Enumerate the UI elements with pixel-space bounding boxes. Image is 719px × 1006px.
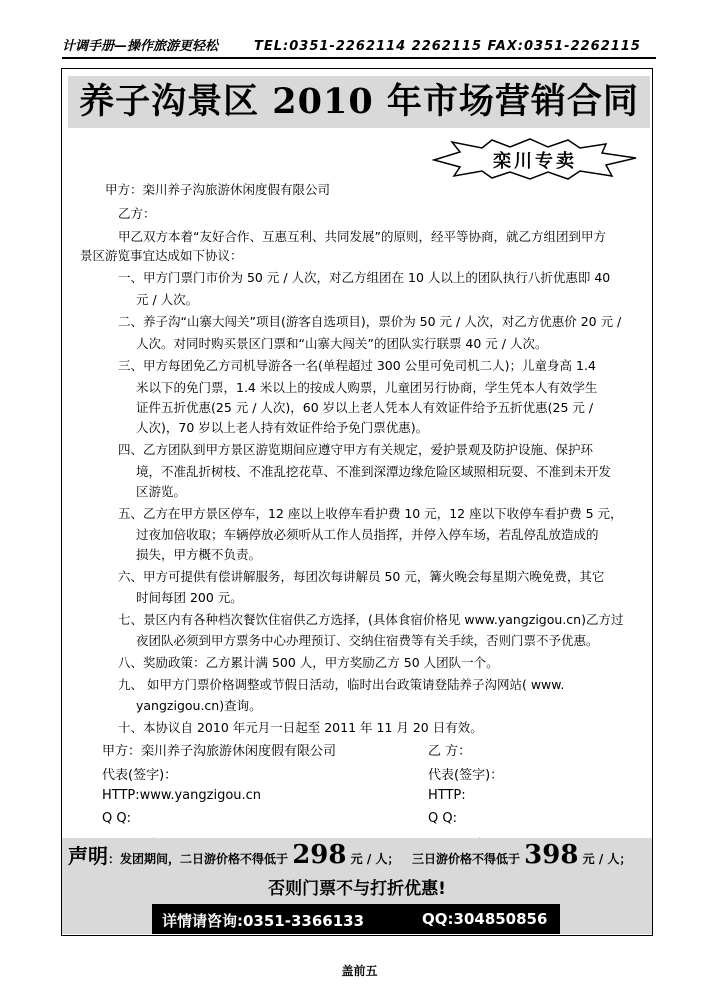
clause-7-line: 七、景区内有各种档次餐饮住宿供乙方选择，(具体食宿价格见 www.yangzigou.cn)乙方过: [118, 612, 624, 627]
clause-2-line: 人次。对同时购买景区门票和“山寨大闯关”的团队实行联票 40 元 / 人次。: [136, 336, 548, 351]
page-header: [62, 36, 654, 54]
unit-3day: 元 / 人；: [582, 852, 632, 866]
price-3day: 398: [524, 840, 579, 870]
party-a-website: HTTP:www.yangzigou.cn: [102, 788, 262, 803]
notice-text-2day: ：发团期间，二日游价格不得低于: [108, 852, 289, 866]
party-b-line: 乙方：: [118, 206, 156, 221]
document-title: 养子沟景区 2010 年市场营销合同: [68, 76, 650, 128]
contact-phone: 详情请咨询:0351-3366133: [162, 912, 365, 930]
notice-text-3day: 三日游价格不得低于: [411, 852, 520, 866]
preamble-line: 景区游览事宜达成如下协议：: [80, 248, 243, 263]
party-b-representative: 代表(签字)：: [428, 768, 504, 783]
content-frame: [61, 68, 653, 936]
clause-1-line: 一、甲方门票门市价为 50 元 / 人次，对乙方组团在 10 人以上的团队执行八折优惠即 40: [118, 270, 611, 285]
clause-2-line: 二、养子沟“山寨大闯关”项目(游客自选项目)，票价为 50 元 / 人次，对乙方优惠价 20 元 /: [118, 314, 622, 329]
clause-7-line: 夜团队必须到甲方票务中心办理预订、交纳住宿费等有关手续，否则门票不予优惠。: [136, 633, 599, 648]
clause-10-line: 十、本协议自 2010 年元月一日起至 2011 年 11 月 20 日有效。: [118, 720, 483, 735]
clause-3-line: 证件五折优惠(25 元 / 人次)，60 岁以上老人凭本人有效证件给予五折优惠(25 元 /: [136, 400, 594, 415]
clause-3-line: 人次)，70 岁以上老人持有效证件给予免门票优惠)。: [136, 420, 429, 435]
party-b-website: HTTP:: [428, 788, 466, 803]
clause-3-line: 三、甲方每团免乙方司机导游各一名(单程超过 300 公里可免司机二人)；儿童身高 1.4: [118, 358, 596, 373]
contact-qq: QQ:304850856: [422, 910, 548, 928]
clause-6-line: 时间每团 200 元。: [136, 590, 243, 605]
clause-4-line: 区游览。: [136, 484, 187, 499]
clause-3-line: 米以下的免门票，1.4 米以上的按成人购票，儿童团另行协商，学生凭本人有效学生: [136, 380, 598, 395]
party-b-qq: Q Q:: [428, 811, 457, 826]
clause-9-line: yangzigou.cn)查询。: [136, 698, 262, 713]
notice-label: 声明: [68, 844, 108, 868]
party-a-line: 甲方：栾川养子沟旅游休闲度假有限公司: [105, 182, 331, 197]
price-2day: 298: [292, 840, 347, 870]
badge-label: 栾川专卖: [493, 151, 577, 172]
party-a-qq: Q Q:: [102, 811, 131, 826]
unit-2day: 元 / 人；: [350, 852, 400, 866]
clause-5-line: 损失，甲方概不负责。: [136, 547, 262, 562]
notice-warning: 否则门票不与打折优惠!: [268, 879, 446, 899]
badge: [430, 138, 640, 180]
header-slogan: 计调手册—操作旅游更轻松: [62, 39, 219, 54]
clause-8-line: 八、奖励政策：乙方累计满 500 人，甲方奖励乙方 50 人团队一个。: [118, 655, 499, 670]
clause-6-line: 六、甲方可提供有偿讲解服务，每团次每讲解员 50 元，篝火晚会每星期六晚免费，其它: [118, 569, 605, 584]
header-rule: [62, 57, 656, 59]
page-footer: 盖前五: [341, 964, 378, 978]
clause-4-line: 境，不准乱折树枝、不准乱挖花草、不准到深潭边缘危险区域照相玩耍、不准到未开发: [136, 464, 612, 479]
party-a-signature: 甲方：栾川养子沟旅游休闲度假有限公司: [102, 744, 337, 759]
party-b-signature: 乙 方：: [428, 744, 472, 759]
header-contact: TEL:0351-2262114 2262115 FAX:0351-2262115: [254, 39, 641, 54]
clause-5-line: 过夜加倍收取；车辆停放必须听从工作人员指挥，并停入停车场，若乱停乱放造成的: [136, 527, 599, 542]
contact-bar: [152, 904, 560, 934]
clause-1-line: 元 / 人次。: [136, 292, 199, 307]
clause-5-line: 五、乙方在甲方景区停车，12 座以上收停车看护费 10 元，12 座以下收停车看护费 5 元，: [118, 506, 623, 521]
clause-9-line: 九、 如甲方门票价格调整或节假日活动，临时出台政策请登陆养子沟网站( www.: [118, 677, 565, 692]
notice-row: [68, 840, 631, 870]
party-a-representative: 代表(签字)：: [102, 768, 178, 783]
preamble-line: 甲乙双方本着“友好合作、互惠互利、共同发展”的原则，经平等协商，就乙方组团到甲方: [118, 229, 606, 244]
clause-4-line: 四、乙方团队到甲方景区游览期间应遵守甲方有关规定，爱护景观及防护设施、保护环: [118, 442, 594, 457]
